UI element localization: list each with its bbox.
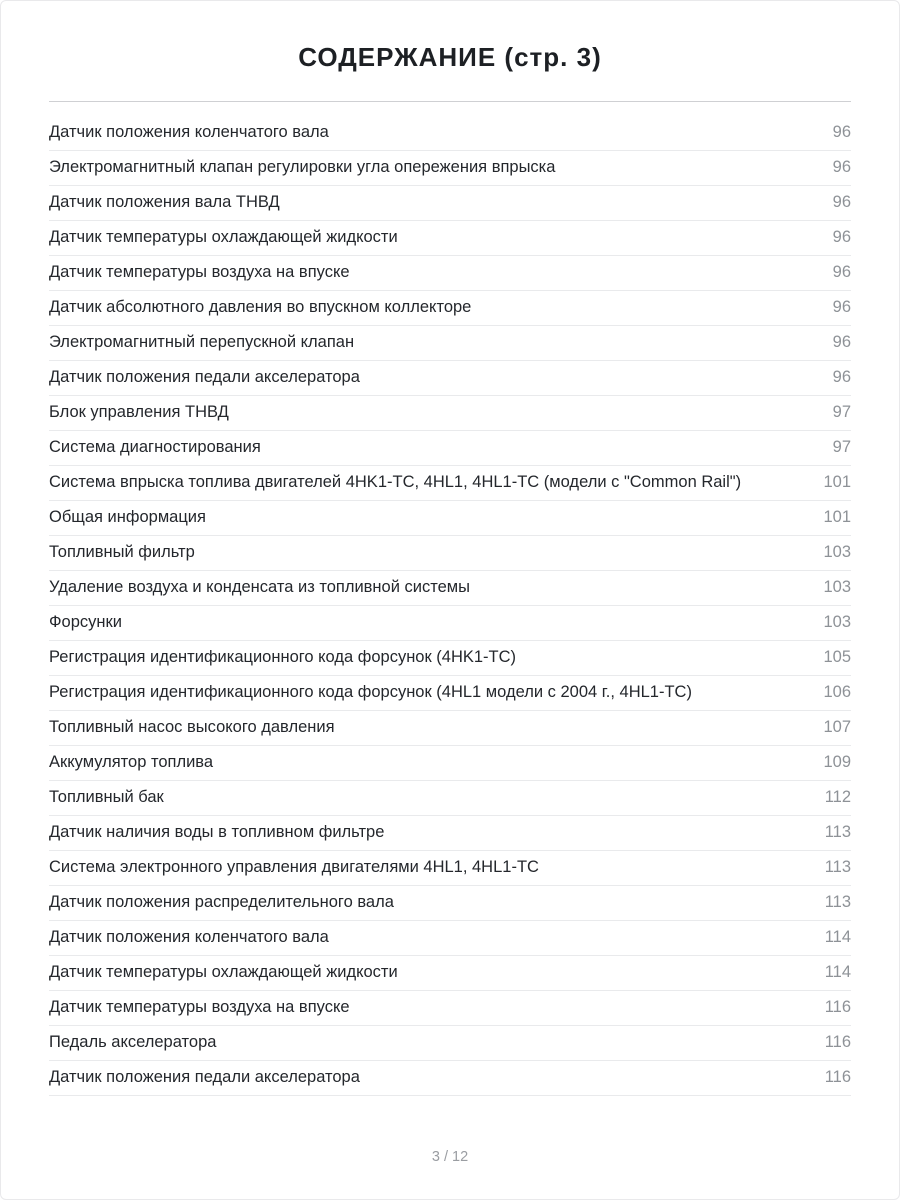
toc-entry-page: 96 bbox=[832, 298, 851, 316]
toc-entry-label: Датчик наличия воды в топливном фильтре bbox=[49, 823, 385, 841]
page-footer: 3 / 12 bbox=[431, 1149, 469, 1165]
toc-entry[interactable] bbox=[49, 361, 851, 396]
toc-entry-page: 96 bbox=[832, 228, 851, 246]
toc-entry[interactable] bbox=[49, 781, 851, 816]
toc-entry-page: 106 bbox=[823, 683, 851, 701]
toc-entry-label: Датчик положения педали акселератора bbox=[49, 1068, 360, 1086]
toc-entry[interactable] bbox=[49, 746, 851, 781]
toc-entry[interactable] bbox=[49, 816, 851, 851]
toc-entry[interactable] bbox=[49, 1061, 851, 1096]
toc-entry-label: Датчик положения коленчатого вала bbox=[49, 928, 329, 946]
toc-entry-page: 101 bbox=[823, 473, 851, 491]
toc-entry[interactable] bbox=[49, 326, 851, 361]
toc-entry[interactable] bbox=[49, 676, 851, 711]
toc-entry-label: Датчик температуры охлаждающей жидкости bbox=[49, 963, 398, 981]
toc-entry-page: 97 bbox=[832, 438, 851, 456]
toc-entry[interactable] bbox=[49, 151, 851, 186]
toc-entry-page: 113 bbox=[824, 858, 851, 876]
page-title: СОДЕРЖАНИЕ (стр. 3) bbox=[298, 42, 602, 72]
toc-entry[interactable] bbox=[49, 256, 851, 291]
toc-entry-page: 101 bbox=[823, 508, 851, 526]
toc-entry[interactable] bbox=[49, 851, 851, 886]
toc-entry-page: 114 bbox=[824, 928, 851, 946]
toc-entry-page: 114 bbox=[824, 963, 851, 981]
toc-entry-label: Удаление воздуха и конденсата из топливной системы bbox=[49, 578, 470, 596]
toc-entry[interactable] bbox=[49, 396, 851, 431]
toc-entry-page: 96 bbox=[832, 123, 851, 141]
toc-entry-label: Система электронного управления двигателями 4HL1, 4HL1-TC bbox=[49, 858, 539, 876]
toc-entry-label: Датчик температуры воздуха на впуске bbox=[49, 998, 350, 1016]
toc-entry-label: Датчик положения педали акселератора bbox=[49, 368, 360, 386]
toc-entry-label: Система впрыска топлива двигателей 4HK1-TC, 4HL1, 4HL1-TC (модели с "Common Rail") bbox=[49, 473, 742, 491]
toc-entry-page: 96 bbox=[832, 368, 851, 386]
toc-entry-label: Датчик температуры охлаждающей жидкости bbox=[49, 228, 398, 246]
toc-entry-label: Топливный фильтр bbox=[49, 543, 195, 561]
toc-entry-label: Датчик положения коленчатого вала bbox=[49, 123, 329, 141]
toc-entry[interactable] bbox=[49, 606, 851, 641]
toc-entry-page: 103 bbox=[823, 543, 851, 561]
toc-entry[interactable] bbox=[49, 116, 851, 151]
toc-entry-page: 96 bbox=[832, 333, 851, 351]
toc-entry-label: Топливный насос высокого давления bbox=[49, 718, 335, 736]
toc-entry-label: Форсунки bbox=[49, 613, 122, 631]
toc-entry[interactable] bbox=[49, 466, 851, 501]
toc-entry-page: 96 bbox=[832, 193, 851, 211]
toc-entry-page: 113 bbox=[824, 823, 851, 841]
toc-entry[interactable] bbox=[49, 641, 851, 676]
title-divider bbox=[49, 101, 851, 102]
toc-entry-page: 103 bbox=[823, 613, 851, 631]
toc-entry-page: 107 bbox=[823, 718, 851, 736]
toc-entry-label: Датчик абсолютного давления во впускном коллекторе bbox=[49, 298, 472, 316]
toc-entry[interactable] bbox=[49, 1026, 851, 1061]
toc-entry-page: 96 bbox=[832, 263, 851, 281]
toc-entry-label: Педаль акселератора bbox=[49, 1033, 217, 1051]
toc-entry[interactable] bbox=[49, 291, 851, 326]
toc-entry-page: 103 bbox=[823, 578, 851, 596]
toc-entry[interactable] bbox=[49, 536, 851, 571]
toc-entry-label: Электромагнитный клапан регулировки угла опережения впрыска bbox=[49, 158, 556, 176]
toc-entry[interactable] bbox=[49, 956, 851, 991]
toc-entry-label: Регистрация идентификационного кода форсунок (4HL1 модели с 2004 г., 4HL1-TC) bbox=[49, 683, 692, 701]
toc-entry-label: Датчик положения распределительного вала bbox=[49, 893, 394, 911]
toc-entry-page: 116 bbox=[824, 998, 851, 1016]
toc-entry-page: 109 bbox=[823, 753, 851, 771]
toc-entry[interactable] bbox=[49, 221, 851, 256]
toc-entry-label: Датчик температуры воздуха на впуске bbox=[49, 263, 350, 281]
toc-entry-label: Блок управления ТНВД bbox=[49, 403, 229, 421]
toc-entry[interactable] bbox=[49, 711, 851, 746]
toc-entry[interactable] bbox=[49, 991, 851, 1026]
toc-entry-page: 113 bbox=[824, 893, 851, 911]
toc-entry-label: Топливный бак bbox=[49, 788, 164, 806]
toc-entry[interactable] bbox=[49, 921, 851, 956]
toc-entry-label: Электромагнитный перепускной клапан bbox=[49, 333, 355, 351]
toc-entry-label: Общая информация bbox=[49, 508, 206, 526]
toc-entry[interactable] bbox=[49, 501, 851, 536]
toc-entry[interactable] bbox=[49, 186, 851, 221]
toc-entry-label: Аккумулятор топлива bbox=[49, 753, 214, 771]
toc-entry-label: Регистрация идентификационного кода форсунок (4HK1-TC) bbox=[49, 648, 517, 666]
toc-entry-page: 96 bbox=[832, 158, 851, 176]
toc-entry[interactable] bbox=[49, 886, 851, 921]
toc-entry-label: Датчик положения вала ТНВД bbox=[49, 193, 280, 211]
toc-entry-page: 116 bbox=[824, 1033, 851, 1051]
toc-entry-page: 116 bbox=[824, 1068, 851, 1086]
toc-entry[interactable] bbox=[49, 431, 851, 466]
toc-entry-page: 105 bbox=[823, 648, 851, 666]
toc-entry-page: 112 bbox=[824, 788, 851, 806]
toc-entry-label: Система диагностирования bbox=[49, 438, 261, 456]
toc-entry[interactable] bbox=[49, 571, 851, 606]
toc-list bbox=[49, 116, 851, 1096]
toc-entry-page: 97 bbox=[832, 403, 851, 421]
